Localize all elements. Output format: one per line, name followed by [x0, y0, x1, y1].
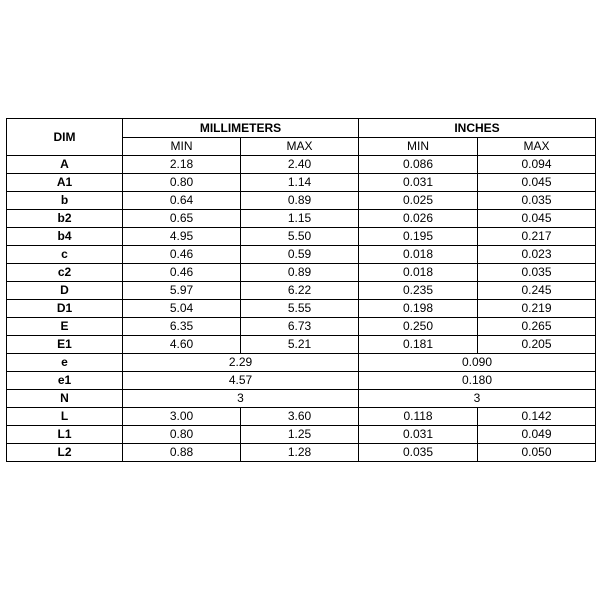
- dimensions-table: [6, 118, 596, 462]
- cell-mm-max: 6.22: [241, 282, 359, 300]
- cell-dim: b2: [7, 210, 123, 228]
- cell-in-max: 0.035: [478, 192, 596, 210]
- header-row-groups: [7, 119, 596, 138]
- cell-in-min: 0.025: [359, 192, 478, 210]
- cell-dim: D: [7, 282, 123, 300]
- cell-dim: e1: [7, 372, 123, 390]
- cell-dim: L1: [7, 426, 123, 444]
- cell-in-max: 0.049: [478, 426, 596, 444]
- cell-mm-max: 5.50: [241, 228, 359, 246]
- table-row: [7, 246, 596, 264]
- cell-in-min: 0.250: [359, 318, 478, 336]
- cell-dim: c: [7, 246, 123, 264]
- cell-dim: D1: [7, 300, 123, 318]
- cell-mm-min: 0.88: [123, 444, 241, 462]
- cell-mm-max: 5.55: [241, 300, 359, 318]
- cell-mm-min: 0.46: [123, 246, 241, 264]
- cell-in-min: 0.031: [359, 426, 478, 444]
- header-in-max: MAX: [478, 138, 596, 156]
- cell-mm-min: 5.97: [123, 282, 241, 300]
- table-header: [7, 119, 596, 156]
- table-row: [7, 156, 596, 174]
- cell-in-max: 0.219: [478, 300, 596, 318]
- table-row: [7, 318, 596, 336]
- header-millimeters: MILLIMETERS: [123, 119, 359, 138]
- cell-mm-min: 0.80: [123, 426, 241, 444]
- cell-in-min: 0.018: [359, 264, 478, 282]
- cell-dim: e: [7, 354, 123, 372]
- header-mm-max: MAX: [241, 138, 359, 156]
- cell-mm-min: 0.80: [123, 174, 241, 192]
- cell-in-min: 0.018: [359, 246, 478, 264]
- cell-in-nominal: 0.090: [359, 354, 596, 372]
- cell-in-max: 0.245: [478, 282, 596, 300]
- cell-dim: b4: [7, 228, 123, 246]
- cell-dim: c2: [7, 264, 123, 282]
- cell-mm-min: 6.35: [123, 318, 241, 336]
- cell-mm-min: 0.65: [123, 210, 241, 228]
- cell-dim: E: [7, 318, 123, 336]
- cell-mm-min: 0.46: [123, 264, 241, 282]
- cell-dim: A: [7, 156, 123, 174]
- cell-mm-max: 0.59: [241, 246, 359, 264]
- header-inches: INCHES: [359, 119, 596, 138]
- table-row: [7, 336, 596, 354]
- cell-in-max: 0.265: [478, 318, 596, 336]
- header-mm-min: MIN: [123, 138, 241, 156]
- table-body: [7, 156, 596, 462]
- cell-mm-max: 1.25: [241, 426, 359, 444]
- cell-in-max: 0.045: [478, 174, 596, 192]
- table-row: [7, 390, 596, 408]
- cell-dim: E1: [7, 336, 123, 354]
- cell-mm-min: 2.18: [123, 156, 241, 174]
- cell-in-min: 0.031: [359, 174, 478, 192]
- cell-dim: A1: [7, 174, 123, 192]
- cell-in-min: 0.235: [359, 282, 478, 300]
- table-row: [7, 282, 596, 300]
- cell-in-min: 0.181: [359, 336, 478, 354]
- cell-in-min: 0.195: [359, 228, 478, 246]
- table-row: [7, 372, 596, 390]
- header-in-min: MIN: [359, 138, 478, 156]
- cell-in-min: 0.118: [359, 408, 478, 426]
- cell-mm-nominal: 3: [123, 390, 359, 408]
- cell-mm-min: 0.64: [123, 192, 241, 210]
- cell-dim: N: [7, 390, 123, 408]
- header-dim: DIM: [7, 119, 123, 156]
- cell-in-max: 0.050: [478, 444, 596, 462]
- cell-in-min: 0.198: [359, 300, 478, 318]
- cell-dim: L: [7, 408, 123, 426]
- cell-mm-max: 1.28: [241, 444, 359, 462]
- table-row: [7, 300, 596, 318]
- cell-mm-max: 0.89: [241, 192, 359, 210]
- cell-mm-nominal: 4.57: [123, 372, 359, 390]
- table-row: [7, 174, 596, 192]
- cell-mm-max: 1.14: [241, 174, 359, 192]
- cell-mm-max: 1.15: [241, 210, 359, 228]
- cell-mm-nominal: 2.29: [123, 354, 359, 372]
- table-row: [7, 354, 596, 372]
- table-row: [7, 264, 596, 282]
- cell-mm-min: 4.60: [123, 336, 241, 354]
- table-row: [7, 210, 596, 228]
- cell-in-max: 0.142: [478, 408, 596, 426]
- cell-mm-max: 2.40: [241, 156, 359, 174]
- cell-mm-max: 0.89: [241, 264, 359, 282]
- cell-mm-min: 3.00: [123, 408, 241, 426]
- cell-in-max: 0.205: [478, 336, 596, 354]
- cell-in-nominal: 0.180: [359, 372, 596, 390]
- cell-in-min: 0.026: [359, 210, 478, 228]
- cell-in-min: 0.086: [359, 156, 478, 174]
- cell-in-min: 0.035: [359, 444, 478, 462]
- cell-in-max: 0.023: [478, 246, 596, 264]
- cell-in-max: 0.217: [478, 228, 596, 246]
- cell-mm-min: 5.04: [123, 300, 241, 318]
- cell-mm-min: 4.95: [123, 228, 241, 246]
- table-row: [7, 408, 596, 426]
- table-row: [7, 192, 596, 210]
- table-row: [7, 444, 596, 462]
- cell-mm-max: 5.21: [241, 336, 359, 354]
- cell-in-nominal: 3: [359, 390, 596, 408]
- cell-in-max: 0.035: [478, 264, 596, 282]
- cell-dim: b: [7, 192, 123, 210]
- cell-mm-max: 6.73: [241, 318, 359, 336]
- table-row: [7, 228, 596, 246]
- table-row: [7, 426, 596, 444]
- cell-in-max: 0.045: [478, 210, 596, 228]
- cell-dim: L2: [7, 444, 123, 462]
- cell-mm-max: 3.60: [241, 408, 359, 426]
- cell-in-max: 0.094: [478, 156, 596, 174]
